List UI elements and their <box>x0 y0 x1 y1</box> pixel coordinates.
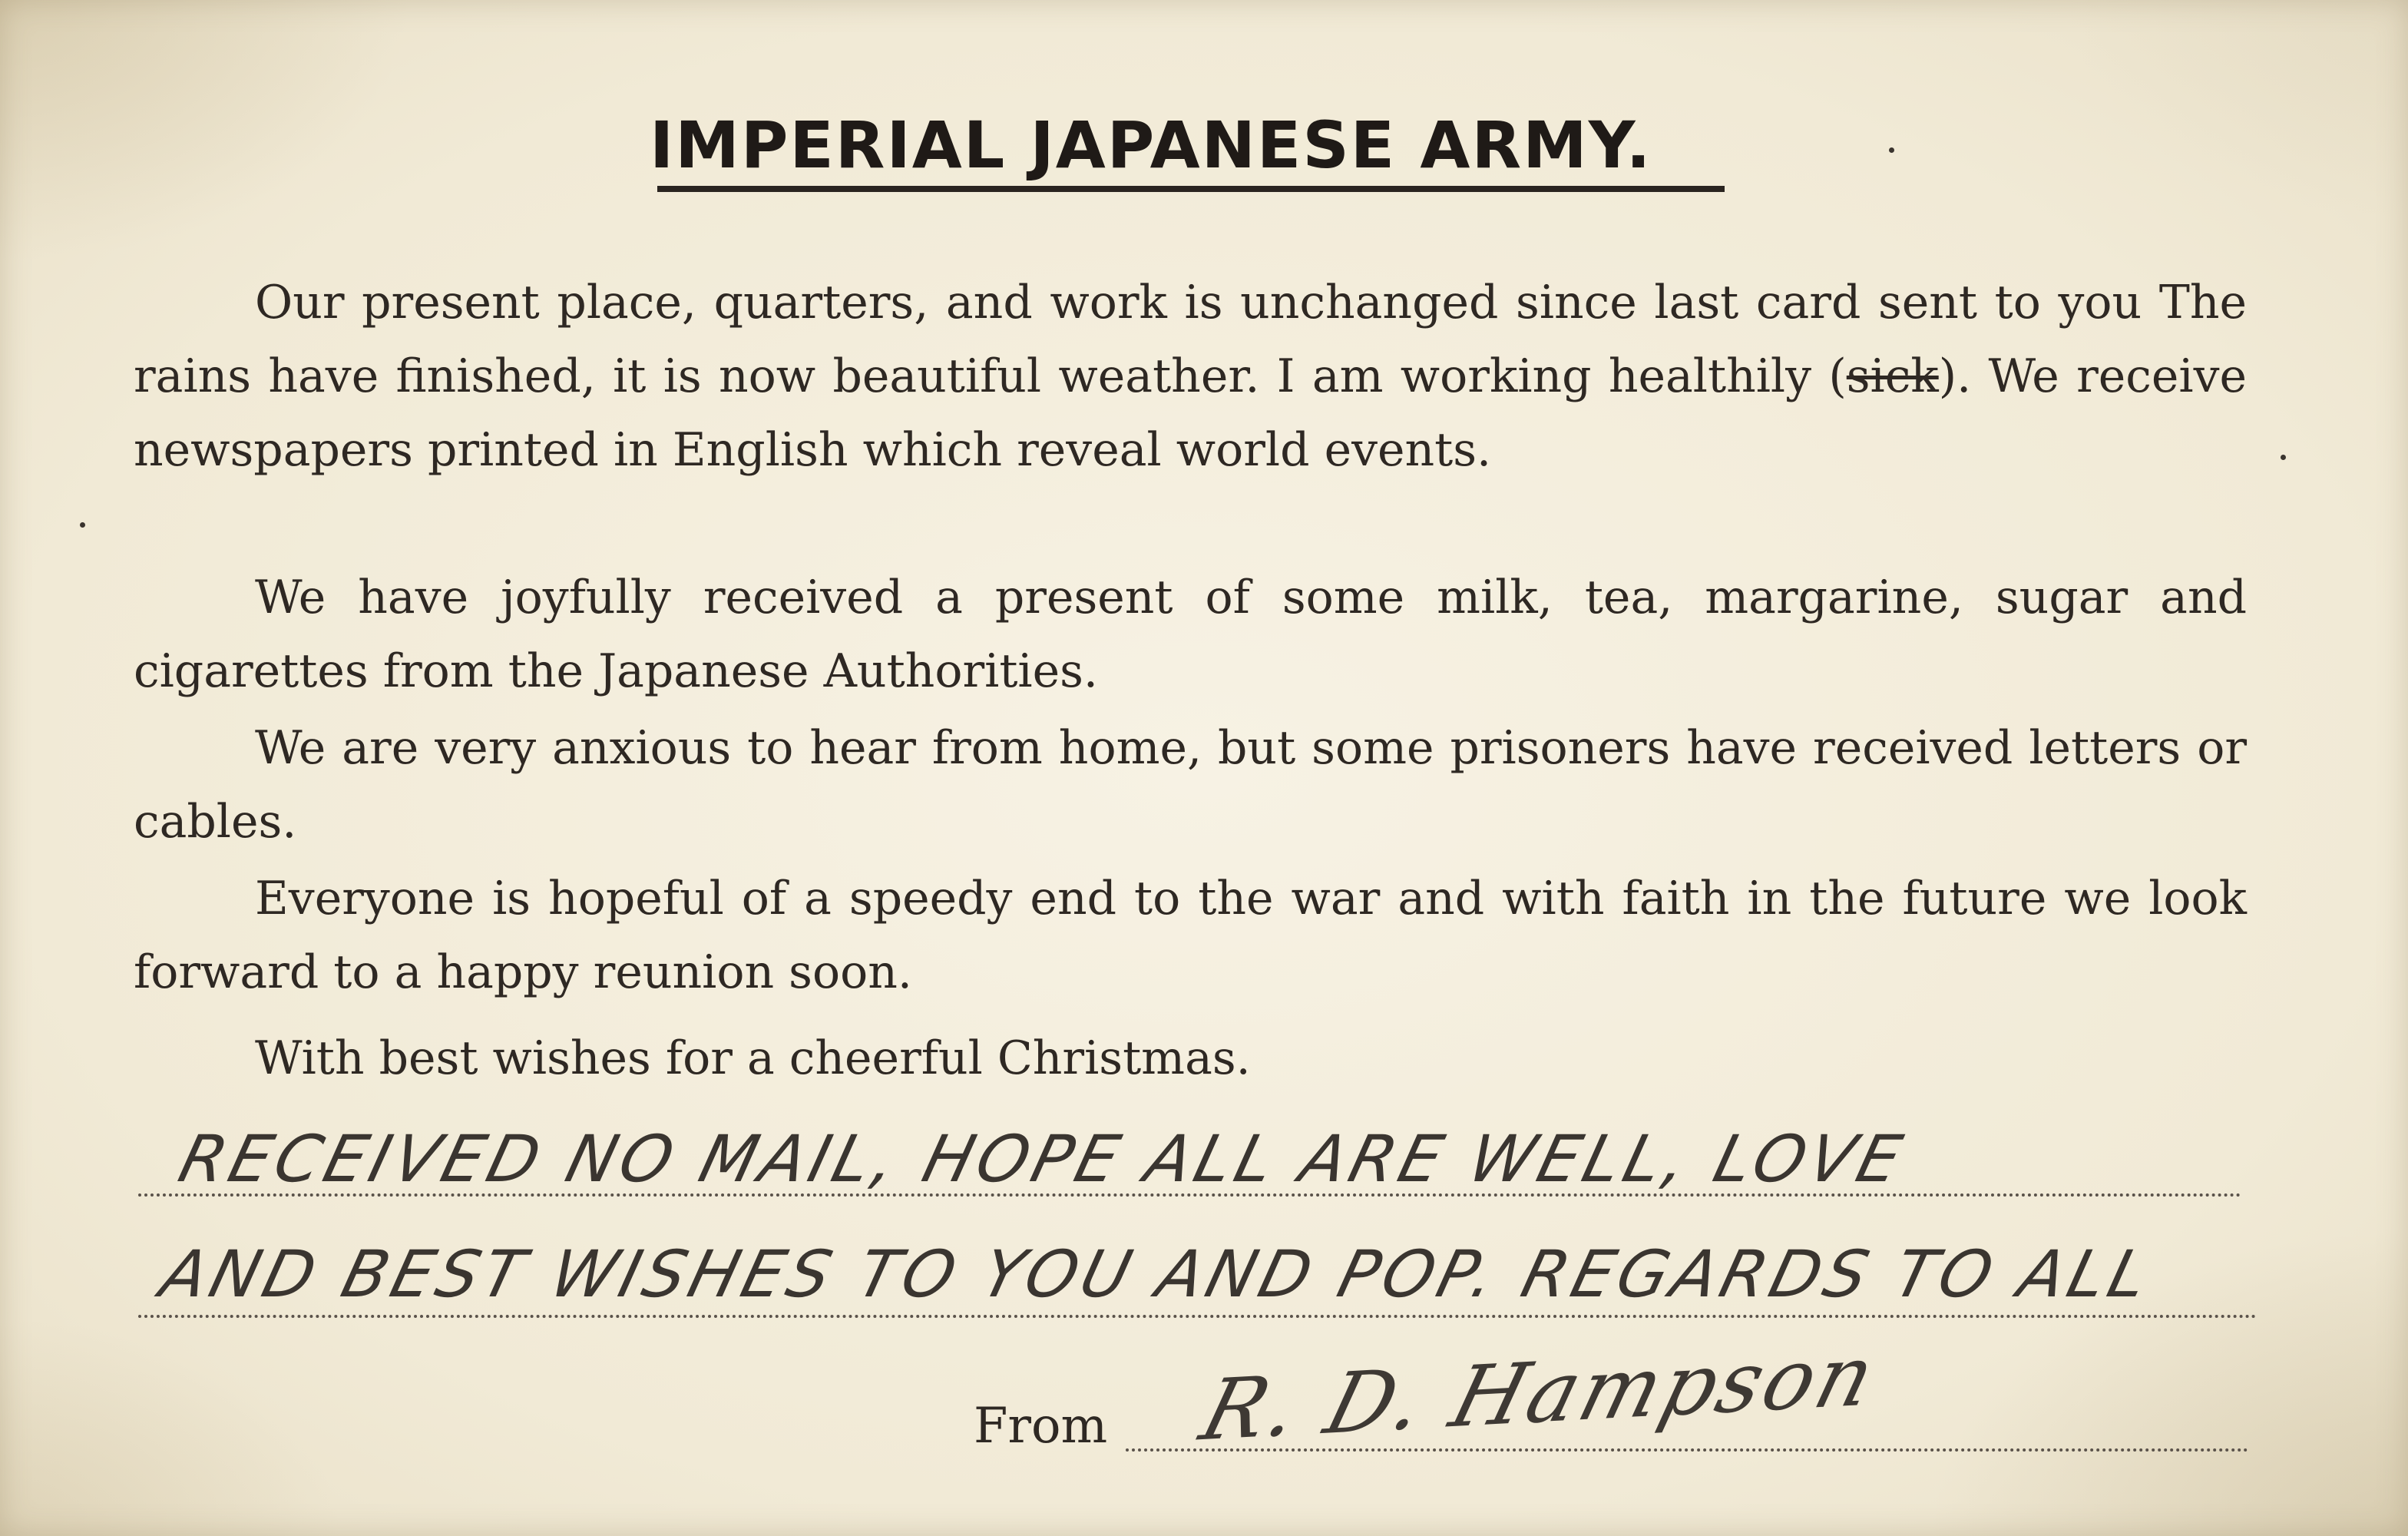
struck-option-sick: sick <box>1846 349 1939 403</box>
handwritten-message-line-1: RECEIVED NO MAIL, HOPE ALL ARE WELL, LOVE <box>171 1121 1914 1197</box>
paragraph-status-text-b: ). We receive newspapers printed in English which reveal world events. <box>134 349 2247 477</box>
ink-speck <box>80 522 85 528</box>
paragraph-mail: We are very anxious to hear from home, but some prisoners have received letters or cables. <box>134 721 2247 849</box>
signature: R. D. Hampson <box>1191 1327 1887 1460</box>
paragraph-status <box>134 266 2247 487</box>
card-title: IMPERIAL JAPANESE ARMY. <box>650 108 1652 183</box>
paragraph-present: We have joyfully received a present of some milk, tea, margarine, sugar and cigarettes from the Japanese Authorities. <box>134 571 2247 698</box>
handwritten-message-line-2: AND BEST WISHES TO YOU AND POP. REGARDS TO ALL <box>153 1236 2160 1312</box>
paragraph-christmas: With best wishes for a cheerful Christmas. <box>255 1031 1251 1085</box>
paragraph-status-text-a: Our present place, quarters, and work is unchanged since last card sent to you The rains have finished, it is now beautiful weather. I am working healthily ( <box>134 276 2247 403</box>
handwriting-line-2-rule <box>138 1315 2258 1318</box>
paragraph-hope: Everyone is hopeful of a speedy end to the war and with faith in the future we look forward to a happy reunion soon. <box>134 872 2247 999</box>
from-label: From <box>974 1398 1108 1455</box>
title-underline <box>657 186 1725 192</box>
ink-speck <box>1889 147 1894 153</box>
ink-speck <box>2281 455 2286 460</box>
